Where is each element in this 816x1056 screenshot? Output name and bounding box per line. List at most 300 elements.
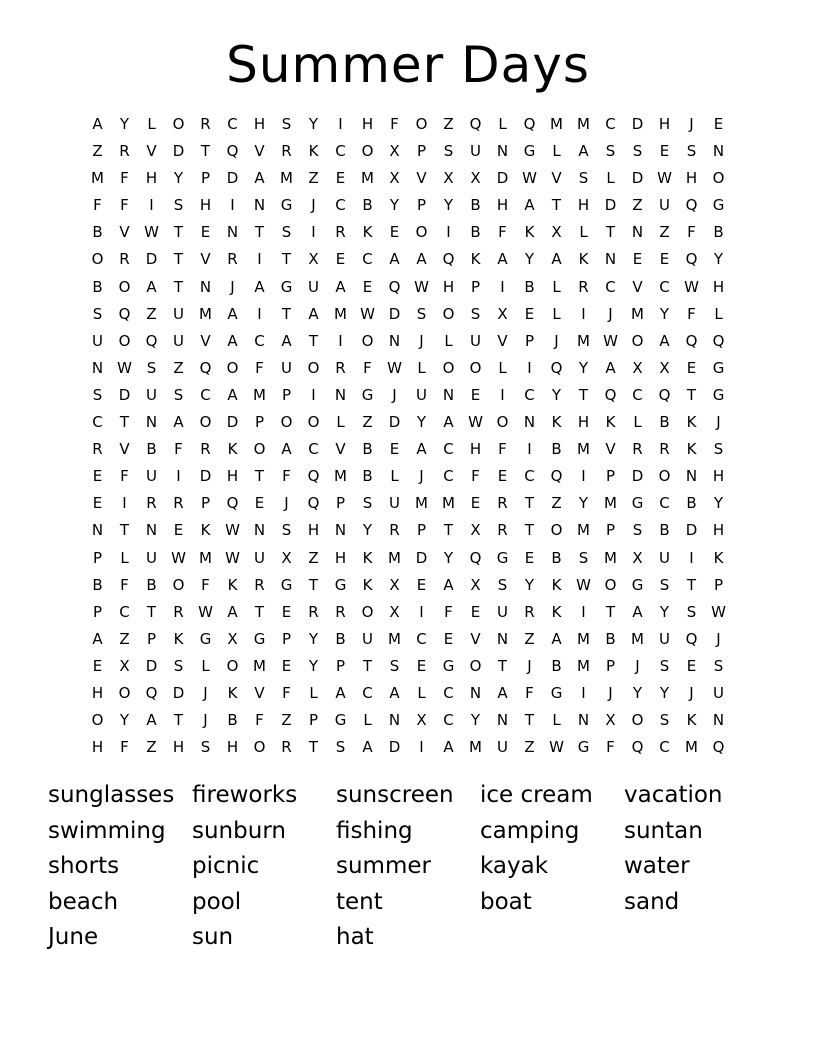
grid-letter: V (497, 331, 508, 350)
grid-letter: Z (524, 738, 535, 757)
grid-letter: K (713, 548, 724, 567)
grid-letter: T (173, 223, 184, 242)
grid-letter: X (281, 548, 292, 567)
grid-letter: Q (469, 115, 482, 133)
grid-letter: A (551, 629, 562, 648)
grid-letter: K (551, 602, 562, 621)
grid-letter: E (686, 358, 697, 377)
grid-letter: F (282, 467, 291, 486)
grid-letter: G (577, 738, 590, 757)
grid-letter: B (92, 575, 103, 594)
grid-letter: P (335, 494, 346, 513)
grid-letter: G (280, 196, 293, 215)
grid-letter: I (311, 385, 316, 404)
grid-letter: N (577, 711, 590, 730)
grid-letter: Q (226, 494, 239, 513)
grid-letter: C (416, 629, 427, 648)
grid-letter: D (118, 385, 131, 404)
grid-letter: R (578, 277, 589, 296)
grid-letter: I (581, 304, 586, 323)
grid-letter: K (362, 223, 373, 242)
grid-letter: W (468, 413, 483, 432)
grid-letter: J (311, 196, 316, 215)
grid-letter: X (605, 711, 616, 730)
grid-letter: F (120, 467, 129, 486)
grid-letter: J (284, 494, 289, 513)
grid-letter: Y (443, 196, 454, 215)
grid-letter: U (470, 142, 481, 161)
grid-letter: C (227, 115, 238, 133)
grid-letter: J (527, 656, 532, 675)
word-list-item: fireworks (192, 782, 298, 808)
grid-letter: A (335, 683, 346, 702)
grid-letter: W (657, 169, 672, 188)
grid-letter: A (254, 277, 265, 296)
grid-letter: W (549, 738, 564, 757)
grid-letter: Y (713, 494, 724, 513)
grid-letter: E (281, 656, 292, 675)
grid-letter: I (581, 602, 586, 621)
grid-letter: U (146, 467, 157, 486)
grid-letter: D (388, 304, 401, 323)
grid-letter: N (145, 521, 158, 540)
word-list-item: beach (48, 888, 119, 915)
grid-letter: W (171, 548, 186, 567)
grid-letter: C (200, 385, 211, 404)
grid-letter: P (416, 521, 427, 540)
grid-letter: C (362, 683, 373, 702)
grid-letter: R (524, 602, 535, 621)
grid-letter: I (500, 277, 505, 296)
grid-letter: R (281, 142, 292, 161)
grid-letter: U (308, 277, 319, 296)
grid-letter: A (227, 331, 238, 350)
grid-letter: A (524, 196, 535, 215)
grid-letter: Q (145, 683, 158, 702)
grid-letter: H (334, 548, 347, 567)
grid-letter: X (227, 629, 238, 648)
grid-letter: K (227, 575, 238, 594)
grid-letter: L (633, 413, 642, 432)
grid-letter: M (334, 304, 347, 323)
grid-letter: J (230, 277, 235, 296)
grid-letter: V (605, 440, 616, 459)
grid-letter: R (308, 602, 319, 621)
grid-letter: P (308, 711, 319, 730)
grid-letter: R (173, 494, 184, 513)
grid-letter: O (226, 358, 239, 377)
grid-letter: Y (308, 115, 319, 133)
grid-letter: V (335, 440, 346, 459)
grid-letter: U (146, 385, 157, 404)
grid-letter: J (689, 683, 694, 702)
grid-letter: V (200, 331, 211, 350)
grid-letter: C (659, 277, 670, 296)
grid-letter: U (92, 331, 103, 350)
grid-letter: F (687, 223, 696, 242)
grid-letter: O (118, 277, 131, 296)
grid-letter: N (226, 223, 239, 242)
grid-letter: N (442, 385, 455, 404)
grid-letter: G (712, 385, 725, 404)
grid-letter: Z (659, 223, 670, 242)
grid-letter: C (524, 467, 535, 486)
grid-letter: E (659, 142, 670, 161)
grid-letter: S (659, 711, 670, 730)
grid-letter: M (361, 169, 374, 188)
grid-letter: A (416, 250, 427, 269)
grid-letter: O (226, 656, 239, 675)
grid-letter: D (496, 169, 509, 188)
grid-letter: H (91, 683, 104, 702)
grid-letter: T (443, 521, 454, 540)
grid-letter: N (388, 711, 401, 730)
grid-letter: Q (199, 358, 212, 377)
grid-letter: I (257, 304, 262, 323)
grid-letter: T (578, 385, 589, 404)
grid-letter: R (497, 494, 508, 513)
grid-letter: R (119, 250, 130, 269)
grid-letter: G (442, 656, 455, 675)
grid-letter: W (387, 358, 402, 377)
grid-letter: A (443, 413, 454, 432)
grid-letter: Y (524, 575, 535, 594)
grid-letter: B (146, 575, 157, 594)
grid-letter: G (280, 575, 293, 594)
grid-letter: T (605, 223, 616, 242)
grid-letter: Y (659, 683, 670, 702)
grid-letter: H (199, 196, 212, 215)
grid-letter: I (257, 250, 262, 269)
grid-letter: X (308, 250, 319, 269)
grid-letter: S (497, 575, 508, 594)
grid-letter: L (552, 711, 561, 730)
grid-letter: Y (443, 548, 454, 567)
grid-letter: X (470, 575, 481, 594)
grid-letter: Y (659, 602, 670, 621)
grid-letter: J (716, 413, 721, 432)
grid-letter: S (686, 142, 697, 161)
grid-letter: O (469, 358, 482, 377)
word-list-item: swimming (48, 817, 166, 844)
grid-letter: M (253, 385, 266, 404)
grid-letter: O (469, 656, 482, 675)
grid-letter: U (254, 548, 265, 567)
grid-letter: N (388, 331, 401, 350)
grid-letter: X (632, 358, 643, 377)
grid-letter: S (389, 656, 400, 675)
grid-letter: M (280, 169, 293, 188)
grid-letter: F (255, 711, 264, 730)
grid-letter: M (91, 169, 104, 188)
grid-letter: Z (146, 304, 157, 323)
grid-letter: F (120, 196, 129, 215)
grid-letter: S (632, 142, 643, 161)
grid-letter: I (581, 683, 586, 702)
grid-letter: S (578, 169, 589, 188)
grid-letter: O (280, 413, 293, 432)
grid-letter: B (92, 223, 103, 242)
grid-letter: L (552, 142, 561, 161)
grid-letter: E (92, 467, 103, 486)
grid-letter: R (200, 115, 211, 133)
grid-letter: X (389, 142, 400, 161)
grid-letter: C (254, 331, 265, 350)
grid-letter: X (389, 169, 400, 188)
grid-letter: Y (524, 250, 535, 269)
grid-letter: N (91, 521, 104, 540)
grid-letter: E (497, 467, 508, 486)
grid-letter: Q (685, 250, 698, 269)
grid-letter: W (576, 575, 591, 594)
grid-letter: O (253, 738, 266, 757)
grid-letter: S (443, 142, 454, 161)
grid-letter: O (496, 413, 509, 432)
grid-letter: U (470, 331, 481, 350)
grid-letter: C (443, 467, 454, 486)
grid-letter: O (442, 304, 455, 323)
grid-letter: M (388, 629, 401, 648)
grid-letter: Y (578, 358, 589, 377)
grid-letter: D (172, 683, 185, 702)
grid-letter: V (551, 169, 562, 188)
grid-letter: G (712, 196, 725, 215)
grid-letter: U (713, 683, 724, 702)
grid-letter: F (201, 575, 210, 594)
grid-letter: Q (307, 467, 320, 486)
grid-letter: O (442, 358, 455, 377)
grid-letter: A (254, 169, 265, 188)
grid-letter: T (254, 467, 265, 486)
grid-letter: E (686, 656, 697, 675)
grid-letter: Z (632, 196, 643, 215)
grid-letter: W (360, 304, 375, 323)
grid-letter: C (308, 440, 319, 459)
grid-letter: A (389, 683, 400, 702)
grid-letter: H (226, 738, 239, 757)
grid-letter: A (416, 440, 427, 459)
grid-letter: C (659, 738, 670, 757)
grid-letter: J (635, 656, 640, 675)
grid-letter: S (659, 575, 670, 594)
grid-letter: B (227, 711, 238, 730)
grid-letter: B (659, 521, 670, 540)
grid-letter: E (470, 494, 481, 513)
grid-letter: V (632, 277, 643, 296)
grid-letter: O (415, 223, 428, 242)
grid-letter: M (604, 548, 617, 567)
grid-letter: H (442, 277, 455, 296)
grid-letter: P (92, 548, 103, 567)
grid-letter: H (712, 467, 725, 486)
grid-letter: G (253, 629, 266, 648)
grid-letter: C (92, 413, 103, 432)
grid-letter: L (417, 358, 426, 377)
grid-letter: T (146, 602, 157, 621)
grid-letter: B (470, 196, 481, 215)
grid-letter: T (308, 575, 319, 594)
grid-letter: N (604, 250, 617, 269)
grid-letter: Q (685, 331, 698, 350)
grid-letter: L (363, 711, 372, 730)
grid-letter: Q (469, 548, 482, 567)
grid-letter: W (225, 521, 240, 540)
grid-letter: F (174, 440, 183, 459)
grid-letter: E (524, 304, 535, 323)
grid-letter: Z (146, 738, 157, 757)
grid-letter: E (389, 223, 400, 242)
grid-letter: A (227, 602, 238, 621)
grid-letter: L (147, 115, 156, 133)
grid-letter: U (659, 196, 670, 215)
grid-letter: I (149, 196, 154, 215)
grid-letter: F (120, 169, 129, 188)
grid-letter: S (605, 142, 616, 161)
grid-letter: J (608, 304, 613, 323)
grid-letter: J (554, 331, 559, 350)
grid-letter: P (146, 629, 157, 648)
grid-letter: N (631, 223, 644, 242)
grid-letter: Q (118, 304, 131, 323)
grid-letter: O (307, 358, 320, 377)
grid-letter: E (335, 250, 346, 269)
grid-letter: A (605, 358, 616, 377)
grid-letter: O (172, 575, 185, 594)
grid-letter: J (716, 629, 721, 648)
grid-letter: S (416, 304, 427, 323)
grid-letter: P (200, 494, 211, 513)
grid-letter: N (685, 467, 698, 486)
grid-letter: A (146, 277, 157, 296)
grid-letter: O (172, 115, 185, 133)
grid-letter: F (471, 467, 480, 486)
grid-letter: Q (685, 629, 698, 648)
grid-letter: O (712, 169, 725, 188)
grid-letter: I (419, 738, 424, 757)
grid-letter: E (632, 250, 643, 269)
grid-letter: P (335, 656, 346, 675)
grid-letter: N (712, 711, 725, 730)
grid-letter: I (527, 440, 532, 459)
grid-letter: H (307, 521, 320, 540)
grid-letter: W (414, 277, 429, 296)
grid-letter: K (605, 413, 616, 432)
grid-letter: G (712, 358, 725, 377)
grid-letter: O (118, 331, 131, 350)
grid-letter: S (92, 385, 103, 404)
grid-letter: X (551, 223, 562, 242)
word-list-item: summer (336, 853, 431, 879)
grid-letter: M (388, 548, 401, 567)
grid-letter: M (415, 494, 428, 513)
grid-letter: F (363, 358, 372, 377)
grid-letter: B (362, 440, 373, 459)
grid-letter: M (631, 629, 644, 648)
grid-letter: J (419, 331, 424, 350)
grid-letter: X (497, 304, 508, 323)
grid-letter: D (685, 521, 698, 540)
grid-letter: R (335, 223, 346, 242)
puzzle-title: Summer Days (226, 36, 590, 94)
grid-letter: H (253, 115, 266, 133)
grid-letter: Y (119, 115, 130, 133)
word-list-item: shorts (48, 853, 120, 879)
grid-letter: Z (173, 358, 184, 377)
grid-letter: M (469, 738, 482, 757)
grid-letter: T (173, 277, 184, 296)
grid-letter: Y (632, 683, 643, 702)
grid-letter: E (335, 169, 346, 188)
grid-letter: T (524, 494, 535, 513)
grid-letter: T (173, 250, 184, 269)
grid-letter: O (415, 115, 428, 133)
grid-letter: E (470, 602, 481, 621)
grid-letter: A (389, 250, 400, 269)
grid-letter: A (551, 250, 562, 269)
grid-letter: K (686, 413, 697, 432)
grid-letter: R (92, 440, 103, 459)
grid-letter: D (145, 250, 158, 269)
grid-letter: E (200, 223, 211, 242)
grid-letter: W (522, 169, 537, 188)
grid-letter: M (577, 656, 590, 675)
grid-letter: T (605, 602, 616, 621)
grid-letter: F (444, 602, 453, 621)
grid-letter: L (120, 548, 129, 567)
grid-letter: T (308, 331, 319, 350)
word-list-item: vacation (624, 782, 723, 808)
word-list-item: sunglasses (48, 782, 175, 808)
grid-letter: T (200, 142, 211, 161)
grid-letter: S (362, 494, 373, 513)
grid-letter: K (362, 575, 373, 594)
grid-letter: O (631, 711, 644, 730)
grid-letter: P (92, 602, 103, 621)
grid-letter: V (470, 629, 481, 648)
grid-letter: J (203, 711, 208, 730)
grid-letter: I (176, 467, 181, 486)
grid-letter: D (145, 656, 158, 675)
grid-letter: O (361, 142, 374, 161)
word-list (48, 778, 768, 956)
grid-letter: R (335, 602, 346, 621)
grid-letter: E (713, 115, 724, 133)
grid-letter: L (552, 304, 561, 323)
grid-letter: F (93, 196, 102, 215)
grid-letter: A (659, 331, 670, 350)
grid-letter: C (524, 385, 535, 404)
grid-letter: T (362, 656, 373, 675)
grid-letter: G (550, 683, 563, 702)
grid-letter: O (307, 413, 320, 432)
grid-letter: A (497, 683, 508, 702)
grid-letter: E (389, 440, 400, 459)
grid-letter: B (524, 277, 535, 296)
grid-letter: H (658, 115, 671, 133)
grid-letter: I (338, 331, 343, 350)
grid-letter: A (362, 738, 373, 757)
grid-letter: X (470, 169, 481, 188)
grid-letter: P (281, 629, 292, 648)
grid-letter: Z (308, 548, 319, 567)
grid-letter: G (280, 277, 293, 296)
grid-letter: L (606, 169, 615, 188)
word-list-item: June (48, 924, 99, 950)
grid-letter: Z (119, 629, 130, 648)
grid-letter: A (281, 331, 292, 350)
grid-letter: S (173, 656, 184, 675)
grid-letter: W (603, 331, 618, 350)
